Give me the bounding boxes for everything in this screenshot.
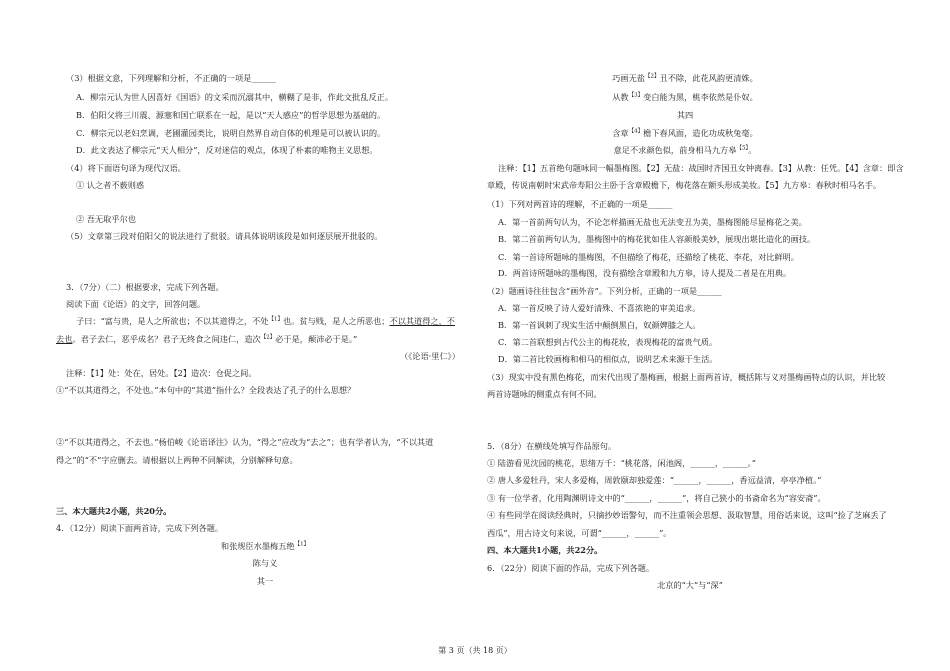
q3-right-line-1: （3）现实中没有黑色梅花，而宋代出现了墨梅画，根据上面两首诗，概括陈与义对墨梅画特点的认识，并比较 [487,372,886,382]
footnote-mark: 【4】 [628,128,644,135]
q2-option-d: D．第二首比较画梅和相马的相似点，说明艺术来源于生活。 [498,354,718,364]
footnote-mark: 【3】 [628,92,644,99]
translate-item-2: ② 吾无取乎尔也 [76,214,136,224]
reading-instruction: 阅读下面《论语》的文字，回答问题。 [66,299,206,309]
page-footer: 第 3 页（共 18 页） [438,646,512,655]
footnote-mark: 【2】 [645,73,660,80]
section-four-heading: 四、本大题共1小题，共22分。 [487,545,603,555]
q1-option-a: A．第一首前两句认为，不论怎样描画无盐也无法变丑为美，墨梅图能尽显梅花之美。 [498,217,807,227]
option-a: A．柳宗元认为世人因喜好《国语》的文采而沉溺其中，横糊了是非，作此文批乱反正。 [76,92,394,102]
poem-one-line-1: 巧画无盐$^{【2】}$丑不除，此花风韵更清姝。 [612,73,758,83]
q2-prompt: （2）题画诗往往包含“画外音”。下列分析，正确的一项是______ [487,286,722,296]
source-citation: （《论语·里仁》） [400,351,460,361]
q5-header: 5．（8分）在横线处填写作品原句。 [487,441,617,451]
q2-option-c: C．第二首联想到古代公主的梅花妆，表现梅花的富贵气质。 [498,337,718,347]
notes-line-1: 注释：【1】五首绝句题咏同一幅墨梅图。【2】无盐：战国时齐国丑女钟离春。【3】从教：任凭。【4】含章：即含 [498,163,904,173]
q5-prompt: （5）文章第三段对伯阳父的说法进行了批驳。请具体说明该段是如何逐层展开批驳的。 [66,231,383,241]
q1-option-d: D．两首诗所题咏的墨梅图，没有描绘含章殿和九方皋，诗人提及二者是在用典。 [498,268,792,278]
poem-one-line-2: 从教$^{【3】}$变白能为黑，桃李依然是仆奴。 [612,92,758,102]
fill-item-4-line-1: ④ 有些同学在阅读经典时，只摘抄妙语警句，而不注重领会思想、汲取智慧，用俗话来说，这叫“捡了芝麻丢了 [487,510,887,520]
q1-prompt: （1）下列对两首诗的理解，不正确的一项是______ [487,199,673,209]
fill-item-4-line-2: 西瓜”，用古诗文句来说，可谓“______，______”。 [487,528,672,538]
fill-item-2: ② 唐人多爱牡丹，宋人多爱梅，周敦颐却独爱莲：“______，______，香远益清，亭亭净植。” [487,475,822,485]
poem-four-line-2: 意足不求颜色似，前身相马九方皋$^{【5】}$。 [613,145,757,155]
option-d: D．此文表达了柳宗元“天人相分”，反对迷信的观点，体现了朴素的唯物主义思想。 [76,145,378,155]
analects-line-2: 去也。君子去仁，恶乎成名？君子无终食之间违仁，造次$^{【2】}$必于是，颠沛必于是。” [56,334,358,344]
footnote-mark: 【5】 [736,145,749,152]
subquestion-2-line-1: ②“不以其道得之，不去也。”杨伯峻《论语译注》认为，“得之”应改为“去之”；也有学者认为，“不以其道 [56,437,434,447]
section-three-heading: 三、本大题共2小题，共20分。 [56,506,172,516]
subquestion-1: ①“不以其道得之，不处也。”本句中的“其道”指什么？全段表达了孔子的什么思想？ [56,385,356,395]
translate-item-1: ① 认之者不薮则惑 [76,180,145,190]
annotation: 注释：【1】处：处在，居处。【2】造次：仓促之间。 [66,368,257,378]
q4-prompt: （4）将下面语句译为现代汉语。 [66,163,186,173]
notes-line-2: 章殿，传说南朝时宋武帝寿阳公主卧于含章殿檐下，梅花落在额头形成美妆。【5】九方皋：春秋时相马名手。 [487,180,882,190]
q2-option-a: A．第一首反映了诗人爱好清殊、不喜浓艳的审美追求。 [498,303,701,313]
option-b: B．伯阳父将三川震、源塞和国亡联系在一起，是以“天人感应”的哲学思想为基础的。 [76,110,386,120]
poem-four-line-1: 含章$^{【4】}$檐下春风面，造化功成秋兔毫。 [612,128,758,138]
analects-line-1: 子曰：“富与贵，是人之所欲也；不以其道得之，不处$^{【1】}$也。贫与贱，是人之所恶也；不以其道得之，不 [76,316,455,326]
q6-header: 6．（22分）阅读下面的作品，完成下列各题。 [487,563,655,573]
footnote-mark: 【1】 [294,541,310,548]
q3-prompt: （3）根据文意，下列理解和分析，不正确的一项是______ [66,73,276,83]
article-title: 北京的“大”与“深” [657,580,723,590]
q3-header: 3．（7分）（二）根据要求，完成下列各题。 [66,282,224,292]
q2-option-b: B．第一首讽刺了现实生活中颠倒黑白，奴颜婢膝之人。 [498,320,701,330]
q1-option-b: B．第二首前两句认为，墨梅图中的梅花犹如佳人容颜般美妙，展现出堪比造化的画技。 [498,234,816,244]
q1-option-c: C．第一首诗所题咏的墨梅图，不但描绘了梅花，还描绘了桃花、李花，对比鲜明。 [498,252,800,262]
option-c: C．柳宗元以老妇烹调，老圃灌园类比，说明自然界自动自体的机理是可以被认识的。 [76,128,386,138]
subquestion-2-line-2: 得之”的“不”字应删去。请根据以上两种不同解读，分别解释句意。 [56,455,298,465]
q4-header: 4．（12分）阅读下面两首诗，完成下列各题。 [56,523,224,533]
poem-title: 和张规臣水墨梅五绝$^{【1】}$ [220,541,310,551]
poem-author: 陈与义 [252,558,278,568]
footnote-mark: 【1】 [268,316,283,323]
footnote-mark: 【2】 [260,334,276,341]
fill-item-3: ③ 有一位学者，化用陶渊明诗文中的“______，______”，将自己狭小的书斋命名为“容安斋”。 [487,493,826,503]
fill-item-1: ① 陆游看见沈园的桃花，思绪万千：“桃花落，闲池阁，______，______。” [487,458,756,468]
poem-four-heading: 其四 [676,110,694,120]
q3-right-line-2: 两首诗题咏的侧重点有何不同。 [487,389,602,399]
poem-one-heading: 其一 [256,576,274,586]
